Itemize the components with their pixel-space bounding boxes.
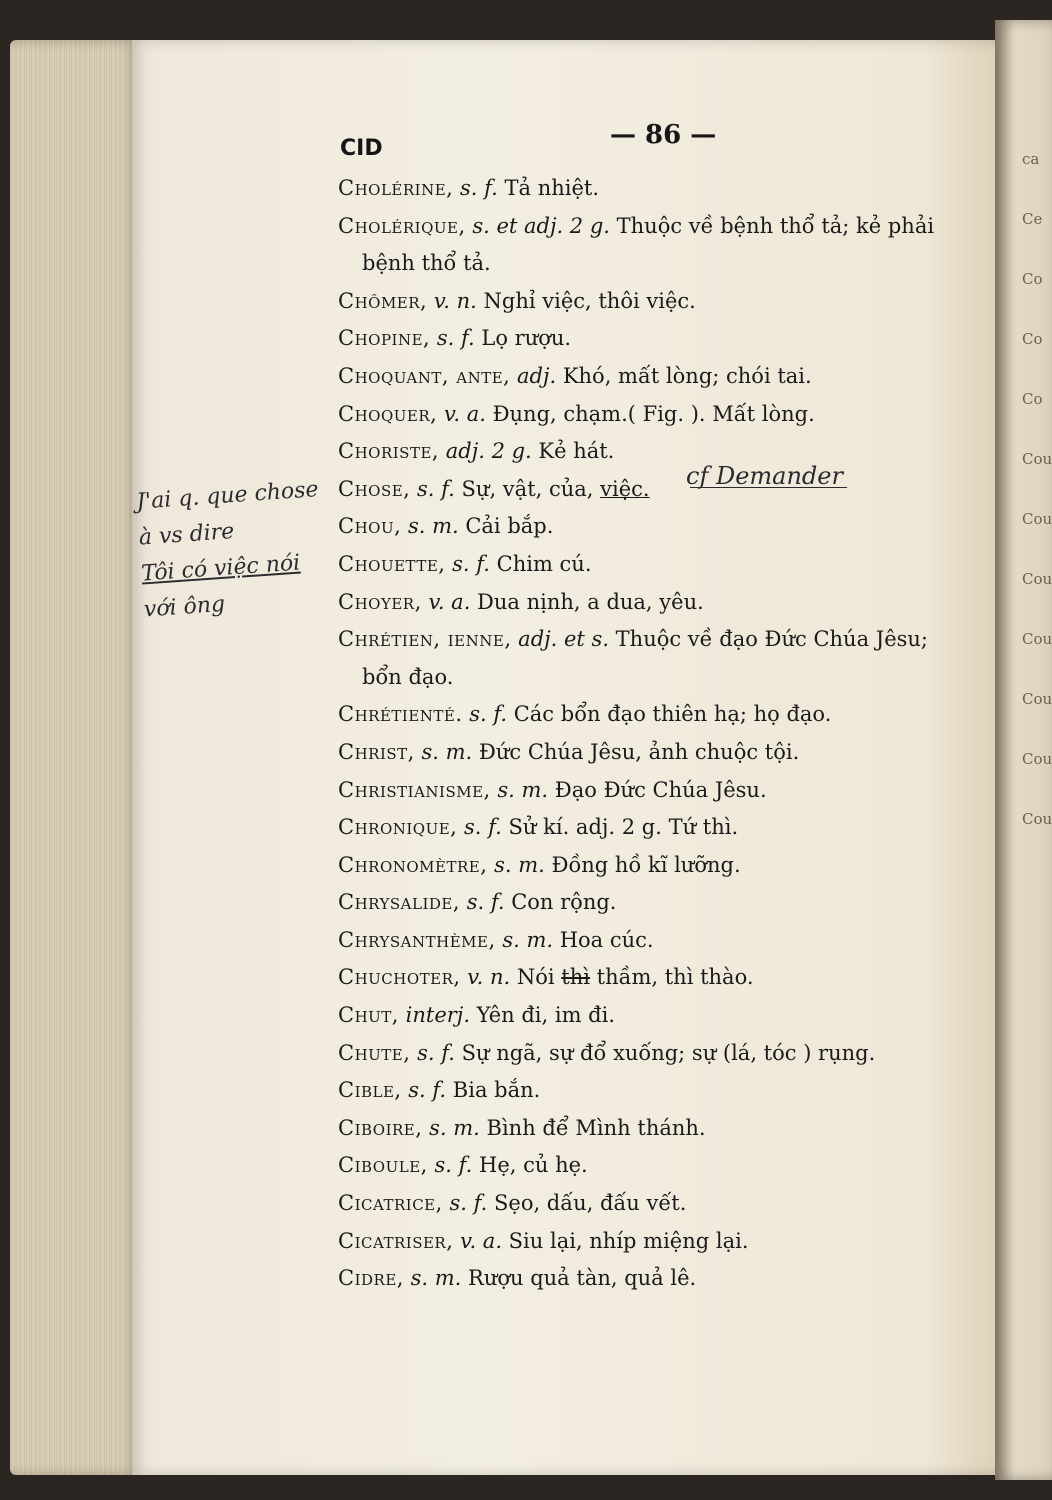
headword: Chut, (338, 1003, 399, 1028)
dictionary-entry (338, 508, 988, 546)
definition: Yên đi, im đi. (470, 1003, 615, 1028)
definition: Hẹ, củ hẹ. (472, 1153, 588, 1178)
definition: Nói (510, 965, 562, 990)
facing-page-word: Cou (1022, 510, 1052, 528)
headword: Choquant, ante, (338, 363, 511, 388)
grammar-label: v. a. (437, 401, 486, 426)
definition: Con rộng. (504, 890, 617, 915)
headword: Chose, (338, 476, 411, 501)
dictionary-entry (338, 358, 988, 396)
dictionary-entry (338, 734, 988, 772)
dictionary-entry (338, 621, 988, 696)
margin-note-line: J'ai q. que chose (135, 477, 320, 515)
grammar-label: s. f. (410, 1040, 455, 1065)
dictionary-entry (338, 396, 988, 434)
definition: Thuộc về đạo Đức Chúa Jêsu; (609, 627, 928, 652)
grammar-label: s. m. (422, 1115, 480, 1140)
headword: Ciboire, (338, 1115, 423, 1140)
dictionary-entry (338, 1223, 988, 1261)
dictionary-entry (338, 208, 988, 283)
grammar-label: s. m. (495, 927, 554, 952)
definition: Sự ngã, sự đổ xuống; sự (lá, tóc ) rụng. (454, 1040, 876, 1065)
headword: Chrétienté. (338, 702, 463, 727)
facing-page-word: Co (1022, 330, 1043, 348)
dictionary-entry (338, 1110, 988, 1148)
dictionary-entry (338, 584, 988, 622)
definition: Chim cú. (489, 551, 592, 576)
definition: Đồng hồ kĩ lưỡng. (544, 852, 741, 877)
margin-note-line: Tôi có việc nói (140, 550, 301, 587)
grammar-label: v. n. (427, 288, 477, 313)
grammar-label: v. n. (460, 965, 511, 990)
headword: Chronomètre, (338, 852, 488, 877)
dictionary-entry (338, 1147, 988, 1185)
dictionary-entry (338, 772, 988, 810)
headword: Cible, (338, 1078, 402, 1103)
facing-page-word: Cou (1022, 750, 1052, 768)
dictionary-entry (338, 1185, 988, 1223)
headword: Cholérique, (338, 213, 466, 238)
grammar-label: s. f. (442, 1191, 488, 1216)
grammar-label: s. f. (401, 1078, 447, 1103)
dictionary-entry (338, 471, 988, 509)
headword: Cicatrice, (338, 1191, 443, 1216)
struck-word: thì (561, 965, 590, 990)
grammar-label: s. m. (414, 739, 473, 764)
grammar-label: s. f. (457, 815, 502, 840)
grammar-label: v. a. (453, 1228, 502, 1253)
definition: Siu lại, nhíp miệng lại. (502, 1228, 749, 1253)
headword: Chômer, (338, 288, 428, 313)
headword: Chute, (338, 1040, 411, 1065)
facing-page-word: Ce (1022, 210, 1043, 228)
facing-page-word: Cou (1022, 690, 1052, 708)
headword: Cidre, (338, 1266, 404, 1291)
grammar-label: s. m. (490, 777, 549, 802)
definition: Các bổn đạo thiên hạ; họ đạo. (507, 702, 832, 727)
definition: Sẹo, dấu, đấu vết. (487, 1191, 687, 1216)
definition: Đức Chúa Jêsu, ảnh chuộc tội. (472, 739, 800, 764)
headword: Choriste, (338, 439, 440, 464)
facing-page-word: ca (1022, 150, 1040, 168)
dictionary-entry (338, 884, 988, 922)
facing-page-word: Cou (1022, 450, 1052, 468)
definition: Lọ rượu. (474, 326, 572, 351)
dictionary-entry (338, 1072, 988, 1110)
grammar-label: adj. et s. (511, 627, 609, 652)
facing-page-word: Cou (1022, 810, 1052, 828)
definition: Kẻ hát. (531, 439, 615, 464)
facing-page-word: Co (1022, 270, 1043, 288)
page-number: — 86 — (610, 120, 717, 150)
definition-continued: thầm, thì thào. (589, 965, 754, 990)
handwritten-margin-note (135, 472, 335, 629)
headword: Chrétien, ienne, (338, 627, 512, 652)
facing-page-word: Cou (1022, 570, 1052, 588)
definition: Sử kí. adj. 2 g. Tứ thì. (501, 815, 739, 840)
headword: Chrysanthème, (338, 927, 496, 952)
headword: Ciboule, (338, 1153, 428, 1178)
page-header (340, 120, 720, 164)
dictionary-entry (338, 283, 988, 321)
dictionary-entry (338, 959, 988, 997)
grammar-label: adj. 2 g. (439, 439, 532, 464)
grammar-label: s. f. (460, 890, 505, 915)
grammar-label: adj. (510, 363, 557, 388)
headword: Cicatriser, (338, 1228, 454, 1253)
headword: Chou, (338, 514, 402, 539)
grammar-label: s. m. (403, 1266, 462, 1291)
definition: Sự, vật, của, (454, 476, 601, 501)
definition: Rượu quả tàn, quả lê. (461, 1266, 697, 1291)
definition: Dua nịnh, a dua, yêu. (470, 589, 704, 614)
margin-note-line: à vs dire (138, 519, 236, 551)
page-block-edge (10, 40, 140, 1475)
definition: Đạo Đức Chúa Jêsu. (548, 777, 767, 802)
dictionary-entry (338, 170, 988, 208)
facing-page-fragments (1022, 150, 1052, 870)
dictionary-entry (338, 433, 988, 471)
definition: Thuộc về bệnh thổ tả; kẻ phải (609, 213, 935, 238)
dictionary-entry (338, 922, 988, 960)
headword: Cholérine, (338, 176, 454, 200)
dictionary-entry (338, 809, 988, 847)
grammar-label: s. f. (430, 326, 475, 351)
dictionary-entry (338, 320, 988, 358)
headword: Chopine, (338, 326, 431, 351)
headword: Chrysalide, (338, 890, 461, 915)
handwritten-inline-note: cf Demander (686, 462, 843, 490)
headword: Chouette, (338, 551, 446, 576)
underlined-word: việc. (600, 476, 650, 501)
dictionary-entry (338, 1260, 988, 1298)
grammar-label: s. et adj. 2 g. (465, 213, 610, 238)
headword: Chronique, (338, 815, 458, 840)
grammar-label: s. f. (462, 702, 508, 727)
definition: Tả nhiệt. (497, 176, 600, 200)
grammar-label: s. f. (410, 476, 455, 501)
definition-continuation-line: bổn đạo. (362, 664, 454, 689)
headword: Christianisme, (338, 777, 491, 802)
facing-page-word: Cou (1022, 630, 1052, 648)
grammar-label: s. f. (453, 176, 498, 200)
dictionary-entry (338, 847, 988, 885)
dictionary-entry (338, 1035, 988, 1073)
grammar-label: interj. (398, 1003, 470, 1028)
headword: Christ, (338, 739, 415, 764)
grammar-label: s. f. (445, 551, 490, 576)
definition-continuation-line: bệnh thổ tả. (362, 251, 491, 276)
grammar-label: s. m. (401, 514, 459, 539)
entry-list (338, 170, 988, 1298)
definition: Khó, mất lòng; chói tai. (556, 363, 812, 388)
definition: Bình để Mình thánh. (479, 1115, 706, 1140)
dictionary-entry (338, 696, 988, 734)
definition: Đụng, chạm.( Fig. ). Mất lòng. (485, 401, 815, 426)
margin-note-line: với ông (143, 591, 226, 623)
headword: Choyer, (338, 589, 422, 614)
dictionary-entry (338, 997, 988, 1035)
definition: Nghỉ việc, thôi việc. (476, 288, 696, 313)
facing-page-word: Co (1022, 390, 1043, 408)
definition: Bia bắn. (446, 1078, 541, 1103)
dictionary-entry (338, 546, 988, 584)
running-head: CID (340, 136, 383, 161)
headword: Chuchoter, (338, 965, 461, 990)
grammar-label: s. f. (427, 1153, 473, 1178)
headword: Choquer, (338, 401, 438, 426)
grammar-label: s. m. (487, 852, 545, 877)
definition: Cải bắp. (458, 514, 554, 539)
grammar-label: v. a. (421, 589, 471, 614)
definition: Hoa cúc. (553, 927, 654, 952)
